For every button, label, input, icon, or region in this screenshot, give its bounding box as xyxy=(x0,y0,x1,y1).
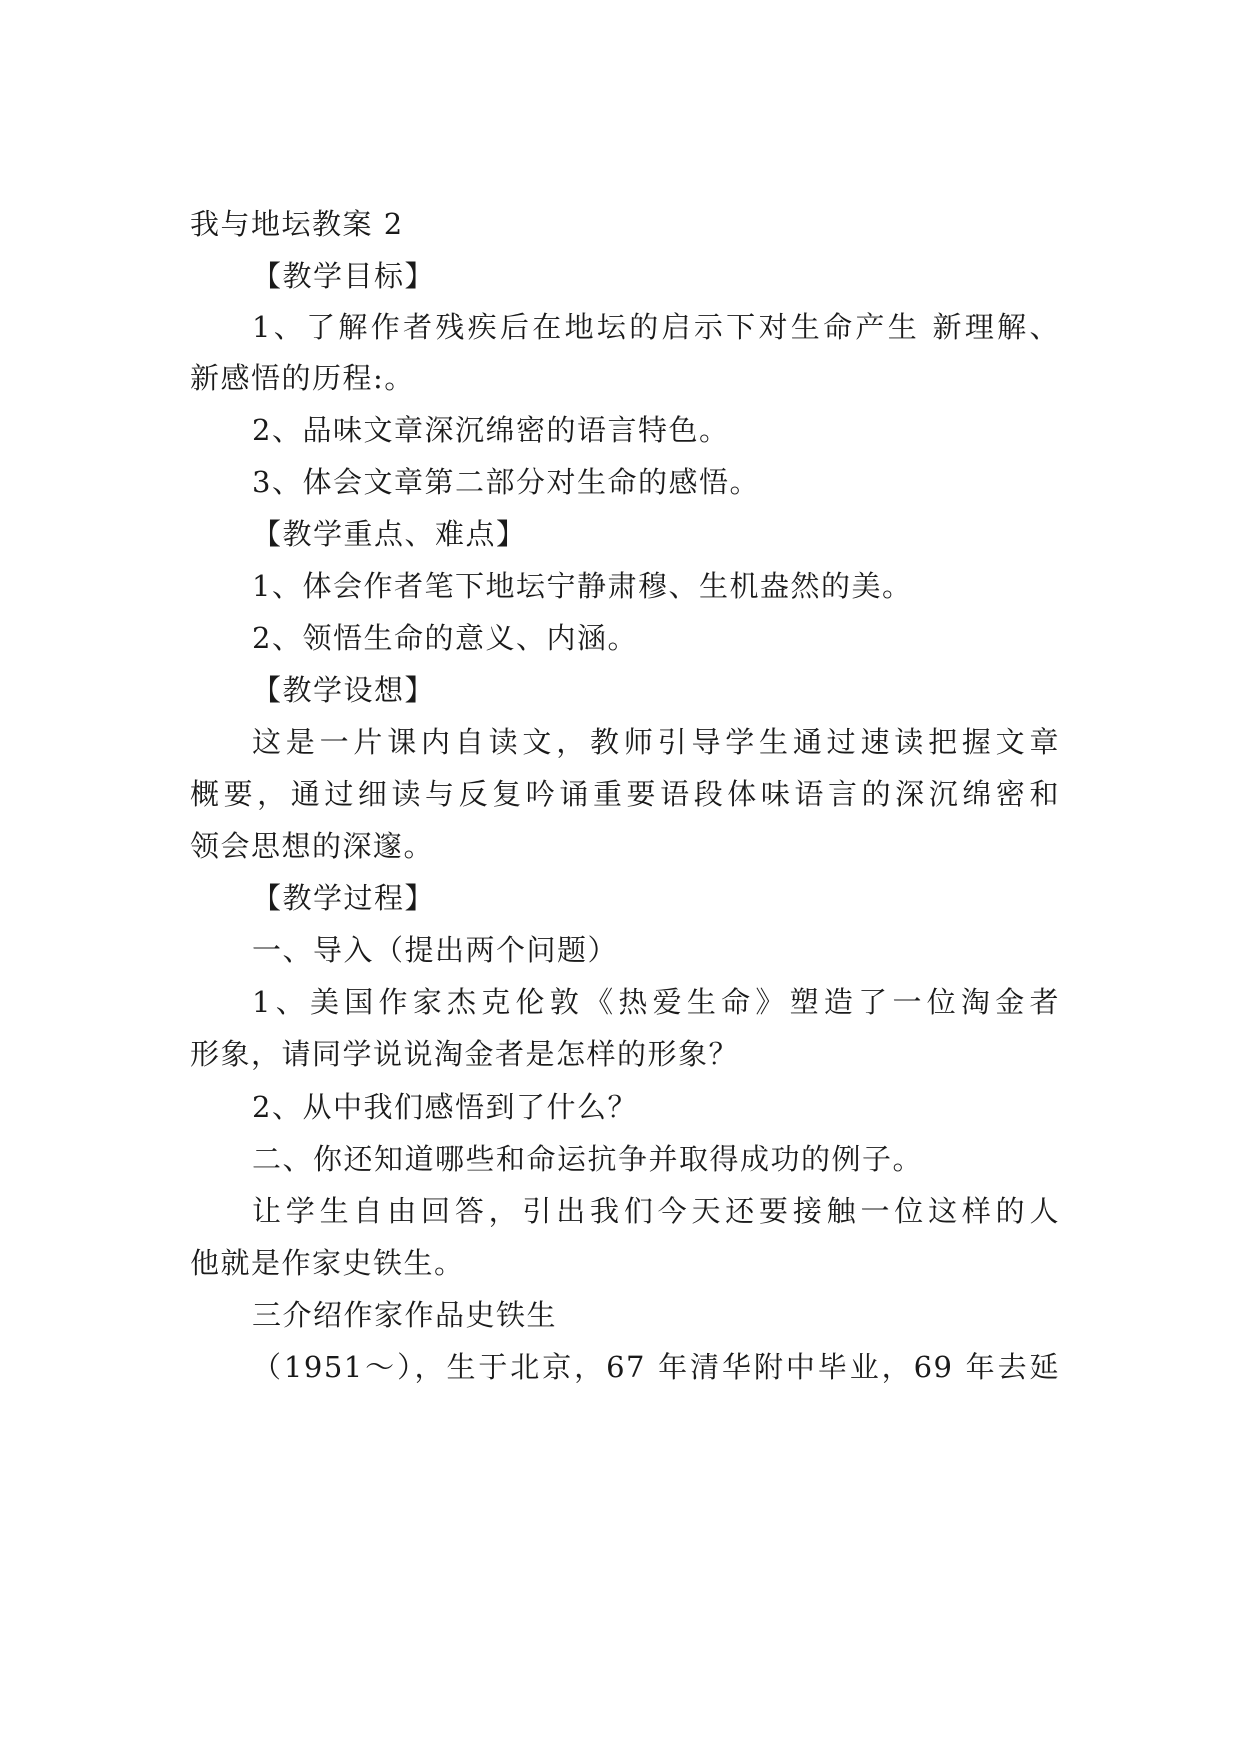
design-line-1: 这是一片课内自读文，教师引导学生通过速读把握文章 xyxy=(252,725,1060,759)
objective-1-line-2: 新感悟的历程:。 xyxy=(190,361,415,395)
step-2: 二、你还知道哪些和命运抗争并取得成功的例子。 xyxy=(252,1142,924,1176)
question-1-line-1: 1、美国作家杰克伦敦《热爱生命》塑造了一位淘金者 xyxy=(252,985,1060,1019)
objectives-heading: 【教学目标】 xyxy=(252,259,436,293)
objective-3: 3、体会文章第二部分对生命的感悟。 xyxy=(252,465,760,499)
bio-line-1: （1951～），生于北京，67 年清华附中毕业，69 年去延 xyxy=(252,1350,1060,1384)
design-line-3: 领会思想的深邃。 xyxy=(190,829,435,863)
design-line-2: 概要，通过细读与反复吟诵重要语段体味语言的深沉绵密和 xyxy=(190,777,1060,811)
key-points-heading: 【教学重点、难点】 xyxy=(252,517,527,551)
design-heading: 【教学设想】 xyxy=(252,673,436,707)
key-point-2: 2、领悟生命的意义、内涵。 xyxy=(252,621,638,655)
objective-1-line-1: 1、了解作者残疾后在地坛的启示下对生命产生 新理解、 xyxy=(252,310,1060,344)
document-title: 我与地坛教案 2 xyxy=(190,207,404,241)
question-1-line-2: 形象，请同学说说淘金者是怎样的形象？ xyxy=(190,1037,740,1071)
objective-2: 2、品味文章深沉绵密的语言特色。 xyxy=(252,413,730,447)
answer-line-1: 让学生自由回答，引出我们今天还要接触一位这样的人 xyxy=(252,1194,1060,1228)
question-2: 2、从中我们感悟到了什么？ xyxy=(252,1090,638,1124)
step-1: 一、导入（提出两个问题） xyxy=(252,933,619,967)
key-point-1: 1、体会作者笔下地坛宁静肃穆、生机盎然的美。 xyxy=(252,569,913,603)
process-heading: 【教学过程】 xyxy=(252,881,436,915)
step-3: 三介绍作家作品史铁生 xyxy=(252,1298,558,1332)
answer-line-2: 他就是作家史铁生。 xyxy=(190,1246,465,1280)
